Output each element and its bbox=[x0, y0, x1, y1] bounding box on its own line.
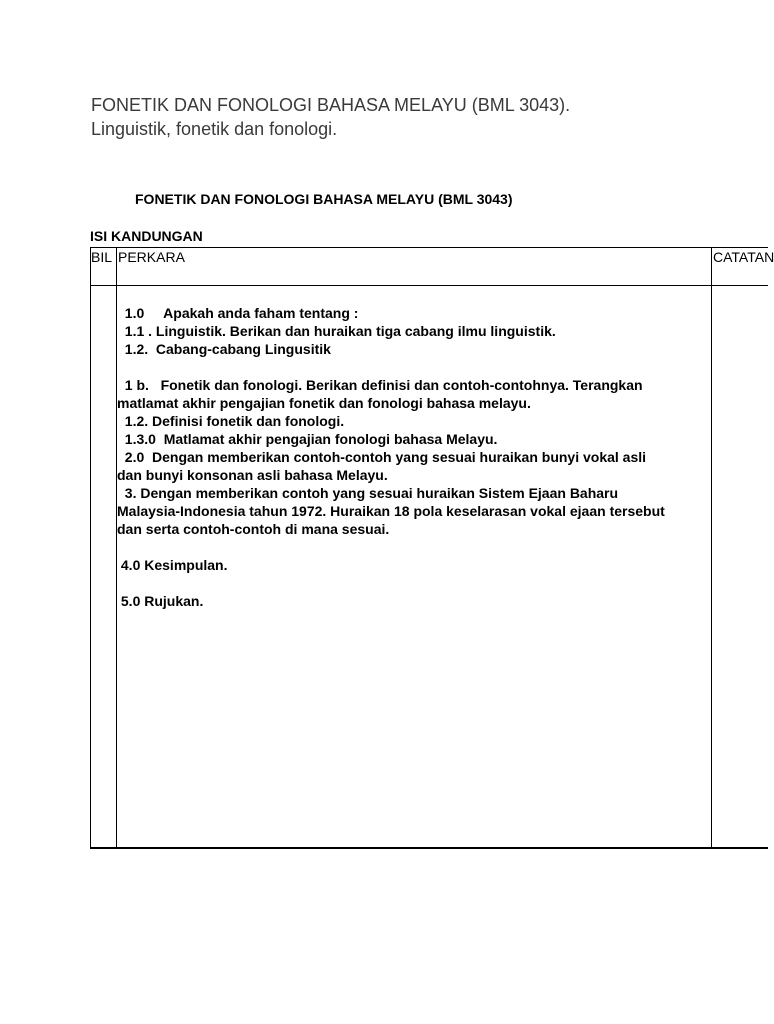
document-subtitle: Linguistik, fonetik dan fonologi. bbox=[91, 119, 338, 139]
toc-line bbox=[117, 358, 710, 376]
column-header-catatan: CATATAN bbox=[713, 249, 774, 265]
column-divider bbox=[711, 248, 712, 847]
toc-line: 2.0 Dengan memberikan contoh-contoh yang sesuai huraikan bunyi vokal asli bbox=[117, 449, 647, 465]
toc-line: 4.0 Kesimpulan. bbox=[117, 557, 228, 573]
document-title: FONETIK DAN FONOLOGI BAHASA MELAYU (BML 3043). bbox=[91, 95, 571, 115]
toc-line: Malaysia-Indonesia tahun 1972. Huraikan 18 pola keselarasan vokal ejaan tersebut bbox=[117, 503, 665, 519]
toc-line bbox=[117, 574, 710, 592]
toc-line: matlamat akhir pengajian fonetik dan fonologi bahasa melayu. bbox=[117, 395, 531, 411]
toc-body bbox=[117, 304, 710, 610]
toc-heading: ISI KANDUNGAN bbox=[90, 228, 203, 244]
toc-line: 1.2. Definisi fonetik dan fonologi. bbox=[117, 413, 345, 429]
toc-table bbox=[90, 247, 774, 849]
toc-line: 3. Dengan memberikan contoh yang sesuai huraikan Sistem Ejaan Baharu bbox=[117, 485, 619, 501]
toc-line: 5.0 Rujukan. bbox=[117, 593, 204, 609]
header-row-divider bbox=[91, 285, 768, 286]
column-header-bil: BIL bbox=[91, 249, 113, 265]
toc-line: dan serta contoh-contoh di mana sesuai. bbox=[117, 521, 390, 537]
toc-line: 1.0 Apakah anda faham tentang : bbox=[117, 305, 359, 321]
toc-line: dan bunyi konsonan asli bahasa Melayu. bbox=[117, 467, 388, 483]
column-header-perkara: PERKARA bbox=[118, 249, 185, 265]
section-heading: FONETIK DAN FONOLOGI BAHASA MELAYU (BML 3043) bbox=[135, 191, 513, 207]
toc-line bbox=[117, 538, 710, 556]
toc-line: 1.2. Cabang-cabang Lingusitik bbox=[117, 341, 331, 357]
toc-line: 1.1 . Linguistik. Berikan dan huraikan tiga cabang ilmu linguistik. bbox=[117, 323, 556, 339]
toc-line: 1.3.0 Matlamat akhir pengajian fonologi bahasa Melayu. bbox=[117, 431, 498, 447]
toc-line: 1 b. Fonetik dan fonologi. Berikan definisi dan contoh-contohnya. Terangkan bbox=[117, 377, 643, 393]
